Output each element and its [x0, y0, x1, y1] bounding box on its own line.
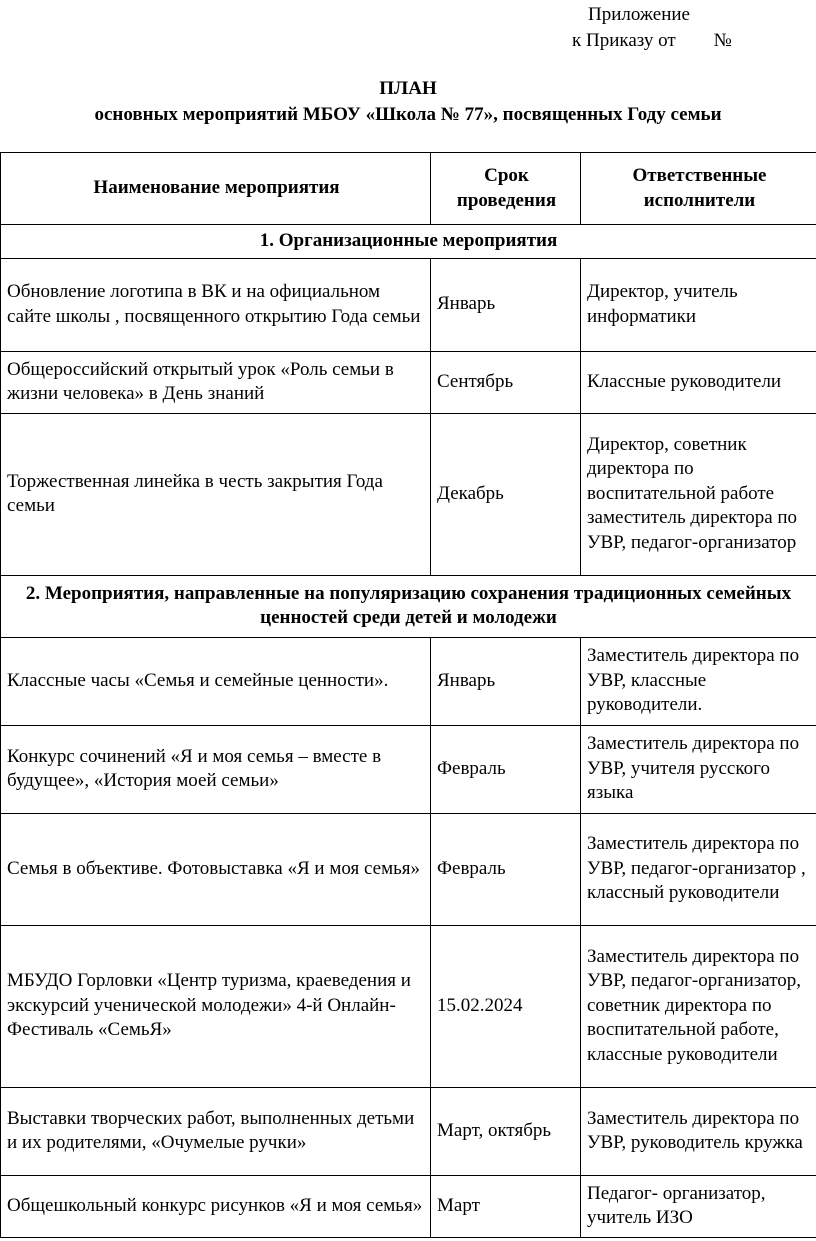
table-row	[1, 413, 816, 575]
header-name: Наименование мероприятия	[1, 153, 431, 225]
section-title: 1. Организационные мероприятия	[1, 225, 816, 259]
table-header-row	[1, 153, 816, 225]
event-term: Сентябрь	[431, 351, 581, 413]
table-row	[1, 258, 816, 351]
event-term: Февраль	[431, 725, 581, 813]
section-row	[1, 575, 816, 637]
table-row	[1, 925, 816, 1087]
event-responsible: Директор, советник директора по воспитательной работе заместитель директора по УВР, педагог-организатор	[581, 413, 816, 575]
event-name: Выставки творческих работ, выполненных детьми и их родителями, «Очумелые ручки»	[1, 1087, 431, 1175]
event-name: Семья в объективе. Фотовыставка «Я и моя семья»	[1, 813, 431, 925]
event-name: Общероссийский открытый урок «Роль семьи в жизни человека» в День знаний	[1, 351, 431, 413]
event-name: Общешкольный конкурс рисунков «Я и моя семья»	[1, 1175, 431, 1237]
appendix-order-ref: к Приказу от №	[572, 30, 732, 51]
appendix-note	[572, 2, 812, 54]
table-row	[1, 1175, 816, 1237]
event-responsible: Заместитель директора по УВР, классные руководители.	[581, 637, 816, 725]
title-plan: ПЛАН	[379, 78, 437, 99]
header-term: Срок проведения	[431, 153, 581, 225]
title-subtitle: основных мероприятий МБОУ «Школа № 77», посвященных Году семьи	[94, 104, 722, 125]
event-name: Торжественная линейка в честь закрытия Года семьи	[1, 413, 431, 575]
event-name: Обновление логотипа в ВК и на официальном сайте школы , посвященного открытию Года семьи	[1, 258, 431, 351]
event-term: Февраль	[431, 813, 581, 925]
event-term: Март, октябрь	[431, 1087, 581, 1175]
event-responsible: Заместитель директора по УВР, руководитель кружка	[581, 1087, 816, 1175]
appendix-title: Приложение	[588, 4, 690, 25]
event-responsible: Классные руководители	[581, 351, 816, 413]
event-responsible: Директор, учитель информатики	[581, 258, 816, 351]
event-responsible: Педагог- организатор, учитель ИЗО	[581, 1175, 816, 1237]
event-name: Классные часы «Семья и семейные ценности».	[1, 637, 431, 725]
table-row	[1, 1087, 816, 1175]
header-responsible: Ответственные исполнители	[581, 153, 816, 225]
event-responsible: Заместитель директора по УВР, учителя русского языка	[581, 725, 816, 813]
event-term: 15.02.2024	[431, 925, 581, 1087]
section-title: 2. Мероприятия, направленные на популяризацию сохранения традиционных семейных ценностей среди детей и молодежи	[1, 575, 816, 637]
event-name: МБУДО Горловки «Центр туризма, краеведения и экскурсий ученической молодежи» 4-й Онлайн-Фестиваль «СемьЯ»	[1, 925, 431, 1087]
event-responsible: Заместитель директора по УВР, педагог-организатор , классный руководители	[581, 813, 816, 925]
document-title	[0, 76, 816, 128]
event-term: Март	[431, 1175, 581, 1237]
event-term: Январь	[431, 258, 581, 351]
event-term: Январь	[431, 637, 581, 725]
table-row	[1, 725, 816, 813]
event-name: Конкурс сочинений «Я и моя семья – вместе в будущее», «История моей семьи»	[1, 725, 431, 813]
event-term: Декабрь	[431, 413, 581, 575]
table-row	[1, 351, 816, 413]
table-row	[1, 813, 816, 925]
section-row	[1, 225, 816, 259]
event-responsible: Заместитель директора по УВР, педагог-организатор, советник директора по воспитательной работе, классные руководители	[581, 925, 816, 1087]
table-row	[1, 637, 816, 725]
events-plan-table	[0, 152, 816, 1238]
